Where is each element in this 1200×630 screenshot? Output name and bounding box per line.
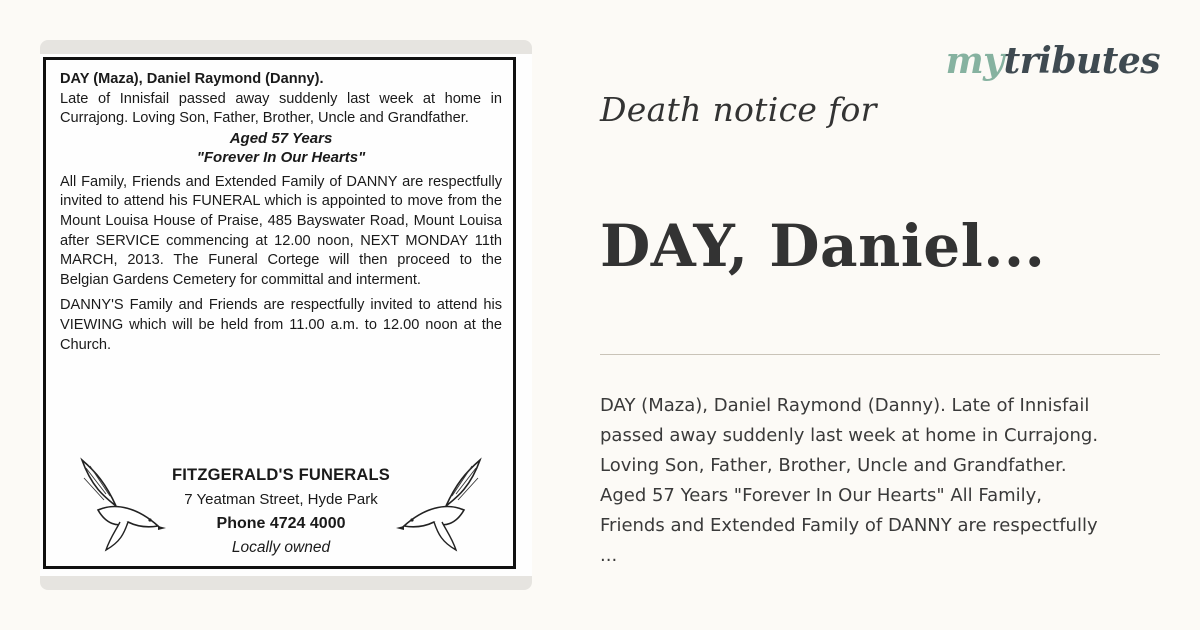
notice-funeral-text: All Family, Friends and Extended Family of DANNY are respectfully invited to attend his FUNERAL which is appointed to move from the Mount Louisa House of Praise, 485 Bayswater Road, Mount Louisa after SERVICE commencing at 12.00 noon, NEXT MONDAY 11th MARCH, 2013. The Funeral Cortege will then proceed to the Belgian Gardens Cemetery for committal and interment. [60, 173, 502, 288]
notice-summary [600, 391, 1160, 571]
notice-age: Aged 57 Years [229, 129, 333, 147]
summary-line: Friends and Extended Family of DANNY are respectfully [600, 515, 1098, 536]
notice-heading: DAY (Maza), Daniel Raymond (Danny). [60, 71, 324, 87]
funeral-home-name: FITZGERALD'S FUNERALS [171, 466, 391, 484]
summary-line: passed away suddenly last week at home in Currajong. [600, 425, 1099, 446]
logo-part-tributes: tributes [1003, 40, 1160, 82]
summary-line: Aged 57 Years "Forever In Our Hearts" All Family, [600, 485, 1043, 506]
dove-icon [394, 454, 486, 554]
notice-border [43, 57, 516, 569]
page-subtitle: Death notice for [600, 90, 877, 129]
summary-line: DAY (Maza), Daniel Raymond (Danny). Late of Innisfail [600, 395, 1090, 416]
death-notice-image [40, 40, 532, 590]
funeral-home-block [46, 450, 516, 570]
funeral-home-phone: Phone 4724 4000 [216, 515, 346, 532]
mytributes-logo[interactable] [946, 40, 1160, 82]
divider [600, 354, 1160, 355]
logo-part-my: my [945, 40, 1004, 82]
notice-text [60, 70, 502, 355]
deceased-name-title: DAY, Daniel... [600, 212, 1046, 280]
summary-line: Loving Son, Father, Brother, Uncle and Grandfather. [600, 455, 1067, 476]
notice-viewing-text: DANNY'S Family and Friends are respectfully invited to attend his VIEWING which will be held from 11.00 a.m. to 12.00 noon at the Church. [60, 297, 502, 353]
notice-intro: Late of Innisfail passed away suddenly last week at home in Currajong. Loving Son, Father, Brother, Uncle and Grandfather. [60, 90, 502, 127]
funeral-home-tagline: Locally owned [231, 539, 331, 556]
funeral-home-address: 7 Yeatman Street, Hyde Park [184, 491, 378, 508]
notice-motto: "Forever In Our Hearts" [196, 148, 366, 166]
summary-line: ... [600, 545, 618, 566]
newspaper-clipping [40, 54, 532, 576]
